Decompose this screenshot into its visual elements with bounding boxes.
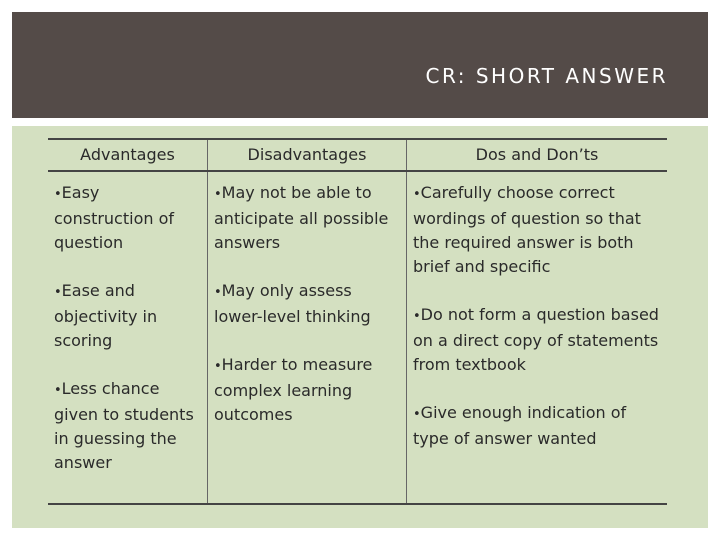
advantage-text: Less chance given to students in guessing the answer — [54, 379, 194, 472]
bullet-icon: • — [413, 407, 421, 422]
table-header-row — [48, 139, 667, 171]
dos-donts-item — [413, 303, 661, 377]
advantages-cell — [48, 171, 208, 504]
advantage-item — [54, 377, 201, 475]
column-header-advantages: Advantages — [48, 139, 208, 171]
bullet-icon: • — [54, 187, 62, 202]
comparison-table — [48, 138, 667, 505]
column-header-dos-donts: Dos and Don’ts — [407, 139, 668, 171]
dos-donts-item — [413, 181, 661, 279]
advantage-item — [54, 279, 201, 353]
bullet-icon: • — [413, 309, 421, 324]
advantage-item — [54, 181, 201, 255]
slide-title: CR: SHORT ANSWER — [425, 64, 668, 88]
dos-donts-text: Carefully choose correct wordings of question so that the required answer is both brief and specific — [413, 183, 641, 276]
disadvantage-item — [214, 279, 400, 329]
disadvantage-item — [214, 181, 400, 255]
bullet-icon: • — [214, 285, 222, 300]
bullet-icon: • — [54, 383, 62, 398]
advantage-text: Ease and objectivity in scoring — [54, 281, 158, 350]
disadvantage-item — [214, 353, 400, 427]
dos-donts-text: Do not form a question based on a direct copy of statements from textbook — [413, 305, 659, 374]
disadvantage-text: May only assess lower-level thinking — [214, 281, 371, 326]
table-row — [48, 171, 667, 504]
column-header-disadvantages: Disadvantages — [208, 139, 407, 171]
disadvantage-text: May not be able to anticipate all possible answers — [214, 183, 389, 252]
dos-donts-text: Give enough indication of type of answer wanted — [413, 403, 627, 448]
dos-donts-item — [413, 401, 661, 451]
bullet-icon: • — [54, 285, 62, 300]
bullet-icon: • — [214, 359, 222, 374]
title-bar — [12, 12, 708, 118]
bullet-icon: • — [413, 187, 421, 202]
disadvantages-cell — [208, 171, 407, 504]
bullet-icon: • — [214, 187, 222, 202]
disadvantage-text: Harder to measure complex learning outcomes — [214, 355, 373, 424]
dos-donts-cell — [407, 171, 668, 504]
advantage-text: Easy construction of question — [54, 183, 175, 252]
